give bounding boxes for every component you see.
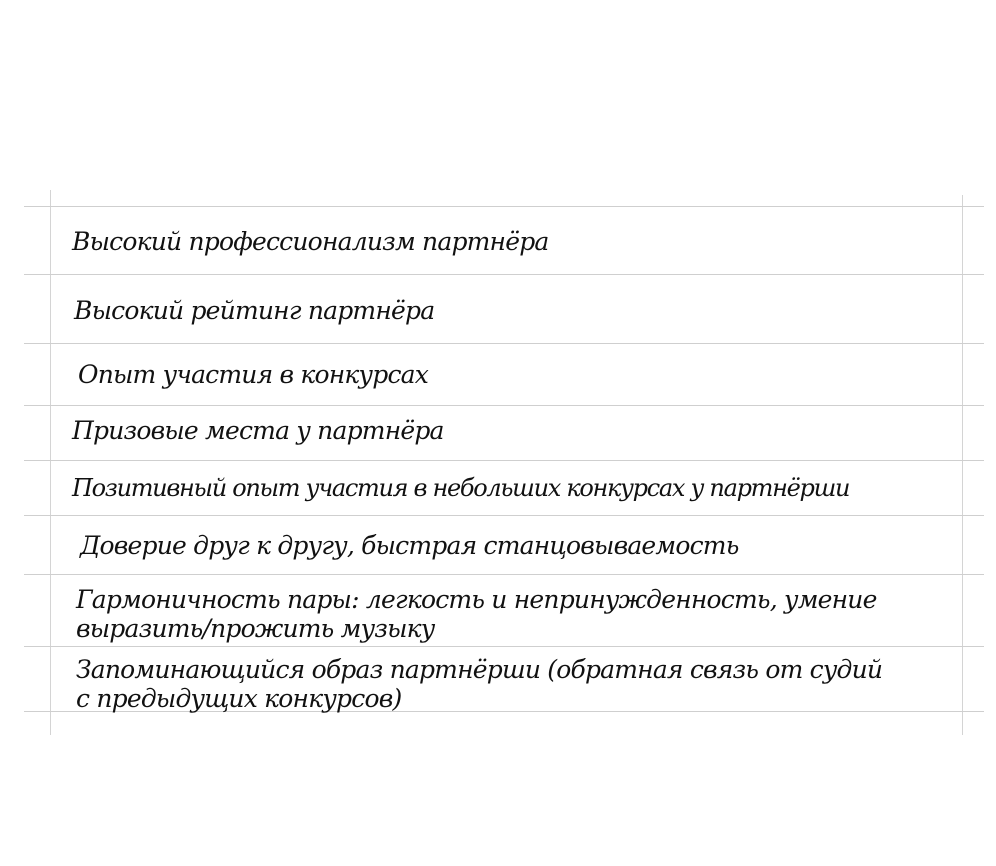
list-item: Призовые места у партнёра bbox=[72, 416, 444, 445]
right-margin-line bbox=[962, 195, 963, 735]
ruled-line bbox=[24, 460, 984, 461]
list-item: Доверие друг к другу, быстрая станцовываемость bbox=[80, 531, 739, 560]
list-item: Высокий рейтинг партнёра bbox=[74, 296, 435, 325]
ruled-line bbox=[24, 574, 984, 575]
ruled-line bbox=[24, 405, 984, 406]
list-item bbox=[76, 655, 882, 713]
ruled-line bbox=[24, 343, 984, 344]
list-item bbox=[76, 585, 877, 643]
ruled-line bbox=[24, 206, 984, 207]
left-margin-line bbox=[50, 190, 51, 735]
list-item-line: выразить/прожить музыку bbox=[76, 614, 435, 643]
list-item: Опыт участия в конкурсах bbox=[78, 360, 429, 389]
list-item-line: Запоминающийся образ партнёрши (обратная связь от судий bbox=[76, 655, 883, 684]
ruled-line bbox=[24, 646, 984, 647]
list-item-line: Гармоничность пары: легкость и непринужденность, умение bbox=[76, 585, 877, 614]
list-item-line: с предыдущих конкурсов) bbox=[76, 684, 402, 713]
list-item: Позитивный опыт участия в небольших конкурсах у партнёрши bbox=[72, 474, 850, 502]
ruled-line bbox=[24, 274, 984, 275]
ruled-line bbox=[24, 515, 984, 516]
list-item: Высокий профессионализм партнёра bbox=[72, 227, 549, 256]
